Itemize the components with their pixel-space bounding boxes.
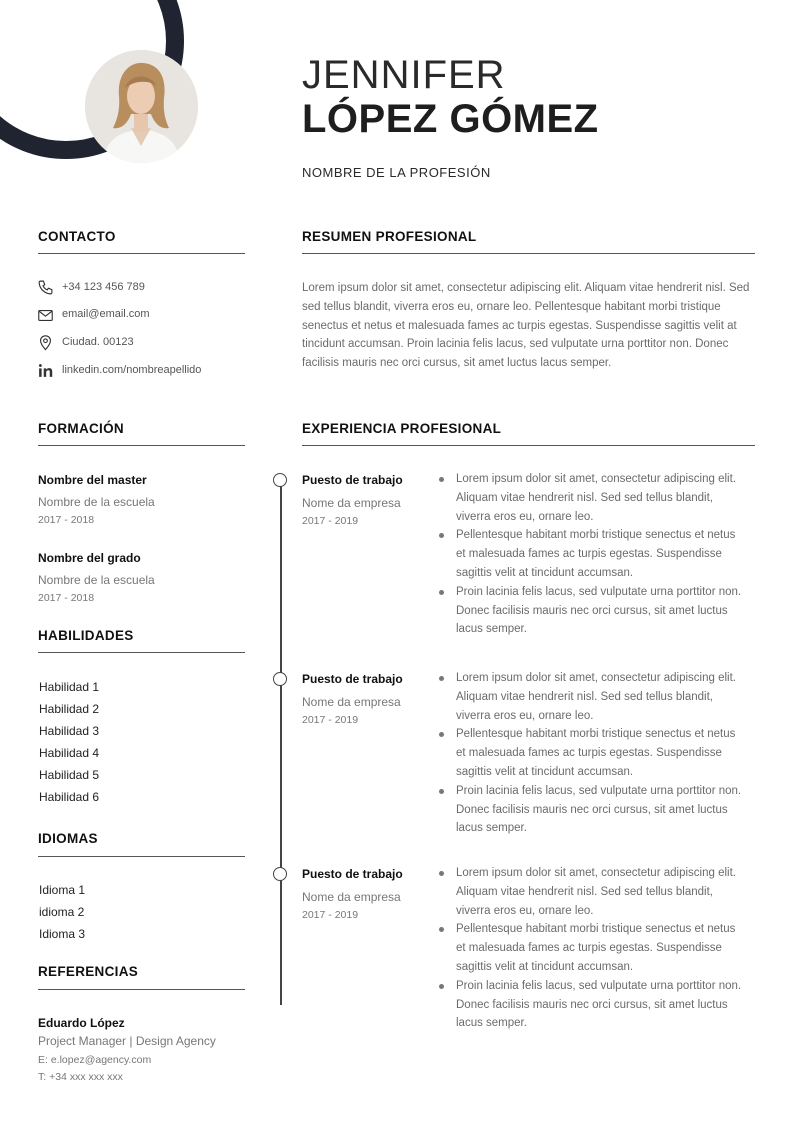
contact-heading: CONTACTO [38, 229, 116, 244]
reference-role: Project Manager | Design Agency [38, 1034, 216, 1048]
job-bullets [439, 470, 747, 639]
job-company: Nome da empresa [302, 496, 401, 510]
job-bullet: Pellentesque habitant morbi tristique senectus et netus et malesuada fames ac turpis egestas. Suspendisse sagittis velit at tincidunt accumsan. [439, 920, 747, 976]
skill-item: Habilidad 3 [39, 724, 100, 738]
education-school: Nombre de la escuela [38, 495, 155, 509]
job-bullet: Lorem ipsum dolor sit amet, consectetur adipiscing elit. Aliquam vitae hendrerit nisl. Sed sed tellus blandit, viverra eros eu, ornare leo. [439, 669, 747, 725]
contact-rule [38, 253, 245, 254]
summary-heading: RESUMEN PROFESIONAL [302, 229, 477, 244]
job-position: Puesto de trabajo [302, 867, 403, 881]
job-bullets [439, 669, 747, 838]
education-rule [38, 445, 245, 446]
location-icon [37, 334, 54, 351]
experience-heading: EXPERIENCIA PROFESIONAL [302, 421, 502, 436]
job-years: 2017 - 2019 [302, 515, 359, 527]
linkedin-icon [37, 362, 54, 379]
timeline-dot [273, 672, 287, 686]
job-bullet: Proin lacinia felis lacus, sed vulputate urna porttitor non. Donec facilisis mauris nec orci cursus, sit amet luctus lacus semper. [439, 782, 747, 838]
skill-item: Habilidad 1 [39, 680, 100, 694]
language-item: Idioma 3 [39, 927, 86, 941]
education-heading: FORMACIÓN [38, 421, 124, 436]
skill-item: Habilidad 4 [39, 746, 100, 760]
skill-item: Habilidad 5 [39, 768, 100, 782]
job-years: 2017 - 2019 [302, 909, 359, 921]
contact-city: Ciudad. 00123 [62, 336, 134, 348]
first-name: JENNIFER [302, 53, 506, 97]
job-company: Nome da empresa [302, 695, 401, 709]
job-bullet: Proin lacinia felis lacus, sed vulputate urna porttitor non. Donec facilisis mauris nec orci cursus, sit amet luctus lacus semper. [439, 583, 747, 639]
timeline-dot [273, 867, 287, 881]
job-bullet: Lorem ipsum dolor sit amet, consectetur adipiscing elit. Aliquam vitae hendrerit nisl. Sed sed tellus blandit, viverra eros eu, ornare leo. [439, 470, 747, 526]
email-icon [37, 307, 54, 324]
reference-name: Eduardo López [38, 1016, 125, 1030]
skill-item: Habilidad 2 [39, 702, 100, 716]
contact-email: email@email.com [62, 308, 150, 320]
profile-photo [85, 50, 198, 163]
job-bullet: Lorem ipsum dolor sit amet, consectetur adipiscing elit. Aliquam vitae hendrerit nisl. Sed sed tellus blandit, viverra eros eu, ornare leo. [439, 864, 747, 920]
contact-linkedin: linkedin.com/nombreapellido [62, 364, 202, 376]
job-position: Puesto de trabajo [302, 473, 403, 487]
job-bullet: Pellentesque habitant morbi tristique senectus et netus et malesuada fames ac turpis egestas. Suspendisse sagittis velit at tincidunt accumsan. [439, 725, 747, 781]
job-years: 2017 - 2019 [302, 714, 359, 726]
skills-heading: HABILIDADES [38, 628, 134, 643]
skill-item: Habilidad 6 [39, 790, 100, 804]
languages-heading: IDIOMAS [38, 831, 98, 846]
reference-email: E: e.lopez@agency.com [38, 1054, 152, 1066]
education-years: 2017 - 2018 [38, 592, 95, 604]
experience-rule [302, 445, 755, 446]
job-bullets [439, 864, 747, 1033]
timeline-dot [273, 473, 287, 487]
summary-text: Lorem ipsum dolor sit amet, consectetur adipiscing elit. Aliquam vitae hendrerit nisl. Sed sed tellus blandit, viverra eros eu, ornare leo. Pellentesque habitant morbi tristique senectus et netus et malesuada fames ac turpis egestas. Suspendisse sagittis velit at tincidunt accumsan. Proin lacinia felis lacus, sed vulputate urna porttitor non. Donec facilisis mauris nec orci cursus, sit amet luctus lacus semper. [302, 282, 750, 370]
timeline-line [280, 480, 282, 1005]
job-position: Puesto de trabajo [302, 672, 403, 686]
education-years: 2017 - 2018 [38, 514, 95, 526]
education-school: Nombre de la escuela [38, 573, 155, 587]
language-item: idioma 2 [39, 905, 85, 919]
references-heading: REFERENCIAS [38, 964, 139, 979]
job-bullet: Proin lacinia felis lacus, sed vulputate urna porttitor non. Donec facilisis mauris nec orci cursus, sit amet luctus lacus semper. [439, 977, 747, 1033]
skills-rule [38, 652, 245, 653]
contact-phone: +34 123 456 789 [62, 281, 145, 293]
reference-phone: T: +34 xxx xxx xxx [38, 1071, 123, 1083]
references-rule [38, 989, 245, 990]
job-bullet: Pellentesque habitant morbi tristique senectus et netus et malesuada fames ac turpis egestas. Suspendisse sagittis velit at tincidunt accumsan. [439, 526, 747, 582]
summary-rule [302, 253, 755, 254]
last-name: LÓPEZ GÓMEZ [302, 97, 599, 141]
education-degree: Nombre del master [38, 473, 147, 487]
profession: NOMBRE DE LA PROFESIÓN [302, 165, 491, 180]
language-item: Idioma 1 [39, 883, 86, 897]
phone-icon [37, 279, 54, 296]
job-company: Nome da empresa [302, 890, 401, 904]
languages-rule [38, 856, 245, 857]
education-degree: Nombre del grado [38, 551, 141, 565]
